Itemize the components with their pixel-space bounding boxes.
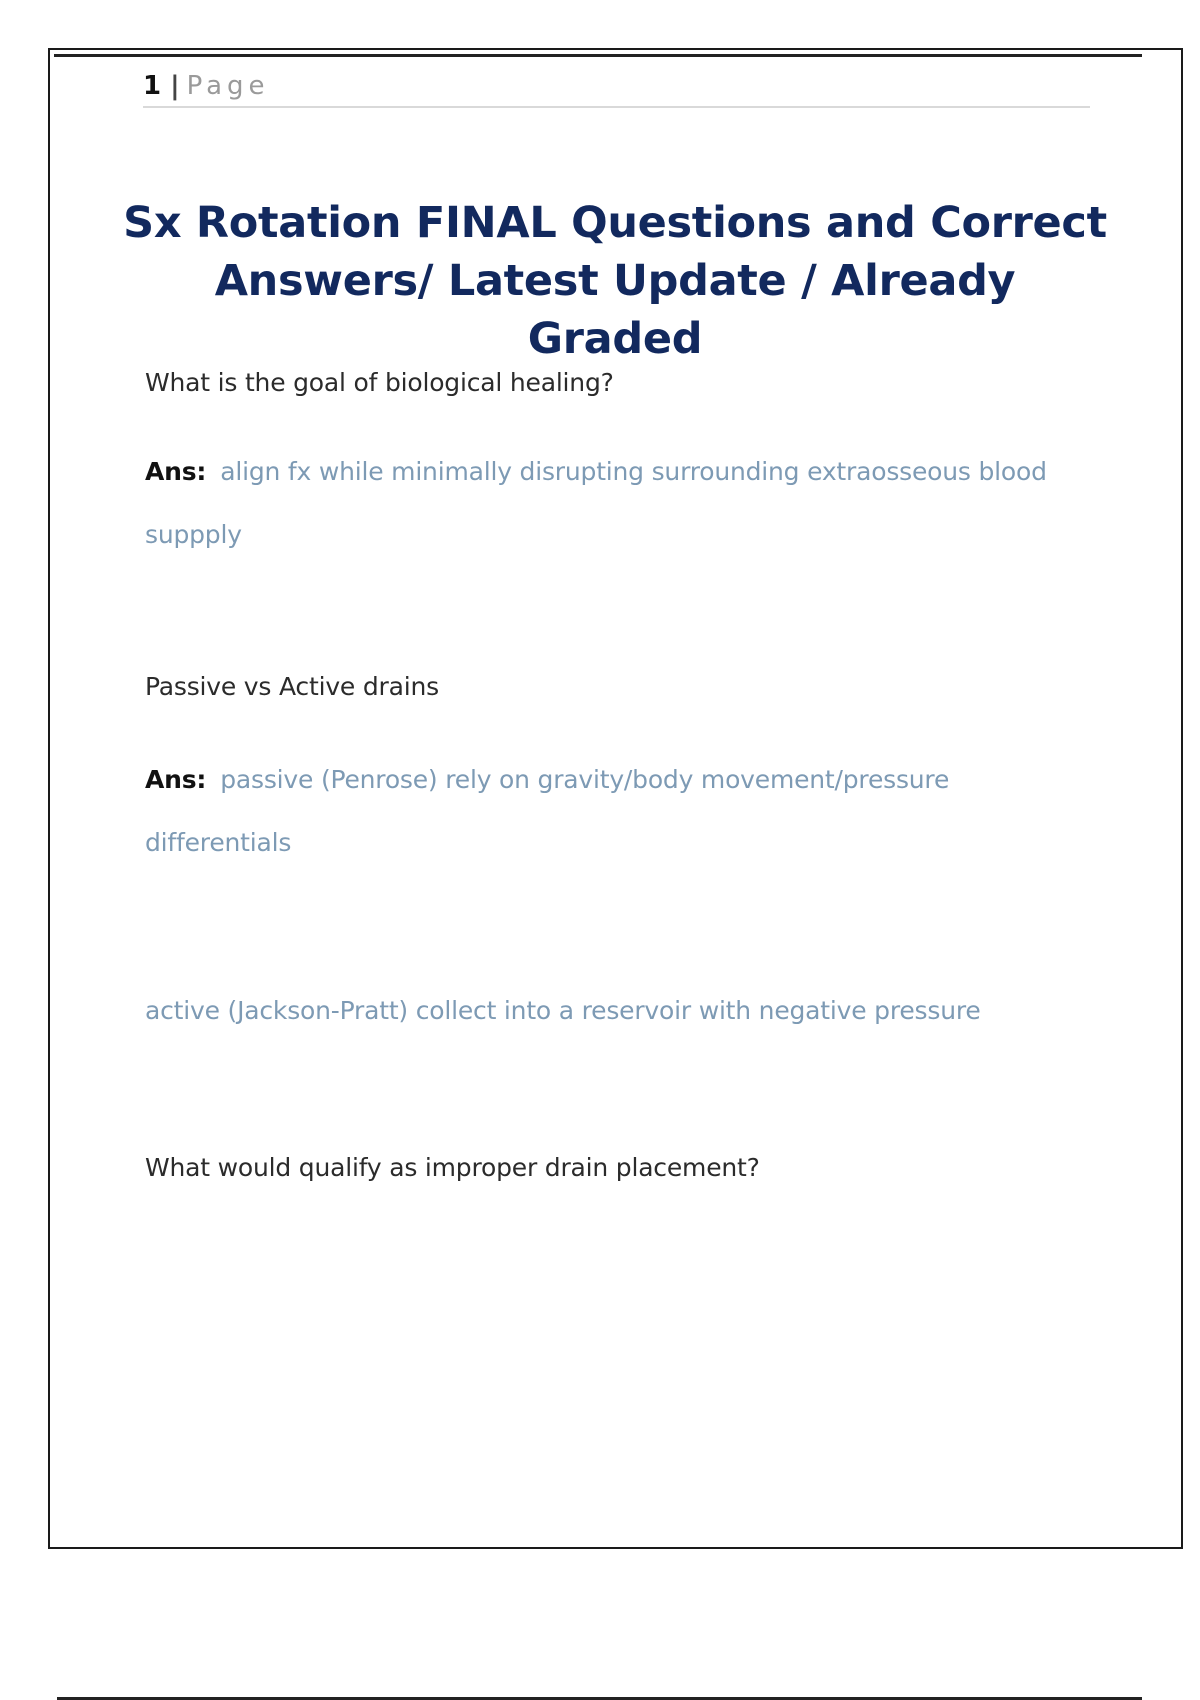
page-number: 1 (143, 71, 163, 101)
document-title (120, 194, 1110, 368)
page-header (143, 70, 1090, 108)
title-line-1: Sx Rotation FINAL Questions and Correct (123, 198, 1107, 248)
question-3: What would qualify as improper drain placement? (145, 1153, 760, 1182)
answer-label: Ans: (145, 457, 207, 486)
page-label: Page (186, 71, 270, 101)
answer-2-line-3: active (Jackson-Pratt) collect into a reservoir with negative pressure (145, 996, 981, 1025)
answer-label: Ans: (145, 765, 207, 794)
answer-1-text: align fx while minimally disrupting surrounding extraosseous blood (220, 457, 1047, 486)
question-2: Passive vs Active drains (145, 672, 439, 701)
page-separator: | (170, 71, 181, 101)
question-1: What is the goal of biological healing? (145, 368, 614, 397)
answer-1-line-2: suppply (145, 520, 242, 549)
answer-2-text: passive (Penrose) rely on gravity/body movement/pressure (220, 765, 950, 794)
answer-2-line-1 (145, 764, 949, 796)
top-rule-divider (54, 54, 1142, 57)
answer-2-line-2: differentials (145, 828, 292, 857)
title-line-3: Graded (527, 314, 703, 364)
title-line-2: Answers/ Latest Update / Already (214, 256, 1016, 306)
answer-1-line-1 (145, 456, 1047, 488)
